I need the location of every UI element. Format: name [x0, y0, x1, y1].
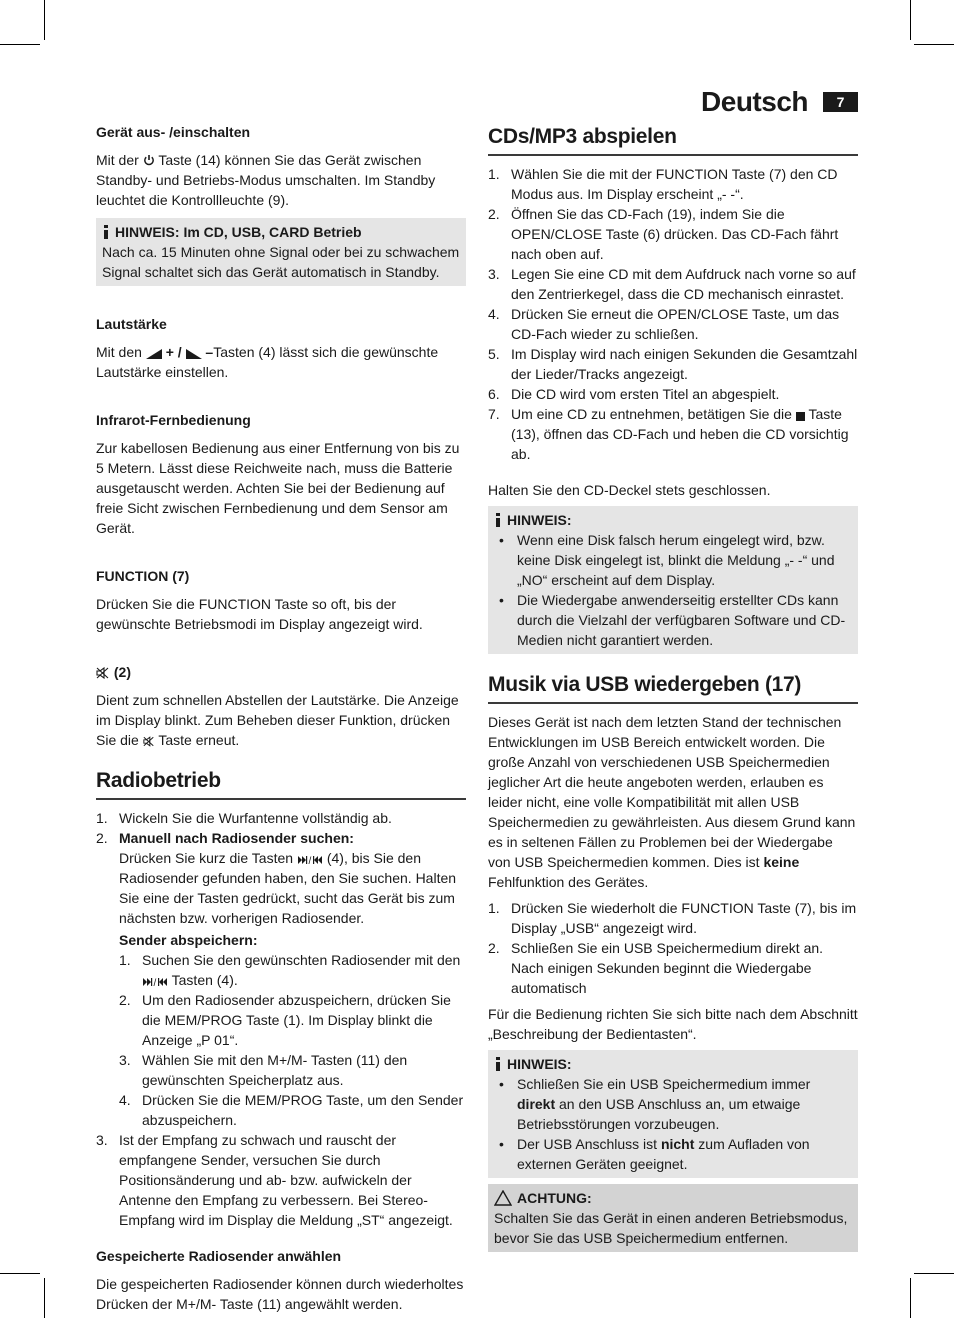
stop-icon	[796, 412, 805, 421]
mute-title: (2)	[96, 662, 466, 682]
list-item: 1. Wickeln Sie die Wurfantenne vollständig ab.	[96, 810, 392, 826]
svg-text:/: /	[308, 856, 312, 865]
radio-steps	[96, 808, 466, 1230]
cd-closing-text: Halten Sie den CD-Deckel stets geschlossen.	[488, 482, 771, 498]
mute-text: Dient zum schnellen Abstellen der Lautstärke. Die Anzeige im Display blinkt. Zum Beheben dieser Funktion, drücken Sie die Taste erneut.	[96, 692, 459, 748]
remote-title: Infrarot-Fernbedienung	[96, 412, 251, 428]
usb-note-title: HINWEIS:	[507, 1056, 572, 1072]
standby-note-box	[96, 218, 466, 286]
list-item: 2. Um den Radiosender abzuspeichern, drücken Sie die MEM/PROG Taste (1). Im Display blinkt die Anzeige „P 01“.	[119, 992, 451, 1048]
warning-title: ACHTUNG:	[517, 1190, 592, 1206]
mute-icon	[143, 736, 155, 747]
page-number: 7	[823, 92, 858, 112]
store-title: Sender abspeichern:	[119, 932, 258, 948]
crop-mark	[914, 1273, 954, 1274]
list-item: 1. Wählen Sie die mit der FUNCTION Taste (7) den CD Modus aus. Im Display erscheint „- -“.	[488, 166, 838, 202]
usb-intro: Dieses Gerät ist nach dem letzten Stand der technischen Entwicklungen im USB Bereich entwickelt worden. Die große Anzahl von verschiedenen USB Speichermedien jeglicher Art die heute angeboten werden, erlauben es leider nicht, eine volle Kompatibilität mit allen USB Speichermedien zu gewährleisten. Aus diesem Grund kann es in seltenen Fällen zu Problemen bei der Wiedergabe von USB Speichermedien kommen. Dies ist keine Fehlfunktion des Gerätes.	[488, 714, 856, 890]
info-icon	[494, 513, 502, 527]
list-item: 4. Drücken Sie erneut die OPEN/CLOSE Taste, um das CD-Fach wieder zu schließen.	[488, 306, 840, 342]
stored-stations-text: Die gespeicherten Radiosender können durch wiederholtes Drücken der M+/M- Taste (11) angewählt werden.	[96, 1276, 464, 1312]
page-language-title: Deutsch	[701, 86, 808, 117]
list-item: 2. Öffnen Sie das CD-Fach (19), indem Sie die OPEN/CLOSE Taste (6) drücken. Das CD-Fach fährt nach oben auf.	[488, 206, 839, 262]
skip-buttons-icon	[142, 977, 168, 987]
list-item: 7. Um eine CD zu entnehmen, betätigen Sie die Taste (13), öffnen das CD-Fach und heben die CD vorsichtig ab.	[488, 406, 849, 462]
cd-note-box	[488, 506, 858, 654]
list-item: • Schließen Sie ein USB Speichermedium immer direkt an den USB Anschluss an, um etwaige Betriebsstörungen vorzubeugen.	[494, 1074, 852, 1134]
info-icon	[494, 1057, 502, 1071]
crop-mark	[0, 44, 40, 45]
list-item: 2. Manuell nach Radiosender suchen: Drücken Sie kurz die Tasten / (4), bis Sie den Radiosender gefunden haben, den Sie suchen. Halten Sie eine der Tasten gedrückt, sucht das Gerät bis zum nächsten bzw. vorherigen Radiosender. Sender abspeichern: 1. Suchen Sie den gewünschten Radiosender mit den / Tasten (4). 2. Um den Radiosender abzuspeichern, drücken Sie die MEM/PROG Taste (1). Im Display blinkt die Anzeige „P 01“. 3. Wählen Sie mit den M+/M- Tasten (11) den gewünschten Speicherplatz aus. 4. Drücken Sie die MEM/PROG Taste, um den Sender abzuspeichern.	[96, 828, 466, 1130]
list-item: • Die Wiedergabe anwenderseitig erstellter CDs kann durch die Vielzahl der verfügbaren Software und CD-Medien nicht garantiert werden.	[494, 590, 852, 650]
cd-note-title: HINWEIS:	[507, 512, 572, 528]
function-title: FUNCTION (7)	[96, 568, 190, 584]
list-item: 1. Suchen Sie den gewünschten Radiosender mit den / Tasten (4).	[119, 952, 461, 988]
warning-icon	[494, 1190, 512, 1206]
skip-buttons-icon	[297, 855, 323, 865]
svg-text:/: /	[153, 978, 157, 987]
list-item: 4. Drücken Sie die MEM/PROG Taste, um den Sender abzuspeichern.	[119, 1092, 464, 1128]
list-item: 3. Legen Sie eine CD mit dem Aufdruck nach vorne so auf den Zentrierkegel, dass die CD mechanisch einrastet.	[488, 266, 856, 302]
crop-mark	[44, 0, 45, 40]
usb-note-box	[488, 1050, 858, 1178]
right-column	[488, 122, 858, 1252]
crop-mark	[910, 1278, 911, 1318]
list-item: 5. Im Display wird nach einigen Sekunden die Gesamtzahl der Lieder/Tracks angezeigt.	[488, 346, 858, 382]
power-title: Gerät aus- /einschalten	[96, 124, 251, 140]
mute-icon	[96, 667, 110, 679]
radio-heading: Radiobetrieb	[96, 766, 466, 800]
remote-text: Zur kabellosen Bedienung aus einer Entfernung von bis zu 5 Metern. Lässt diese Reichweite nach, muss die Batterie ausgetauscht werden. Achten Sie bei der Bedienung auf freie Sicht zwischen Fernbedienung und dem Sensor am Gerät.	[96, 440, 460, 536]
manual-search-title: Manuell nach Radiosender suchen:	[119, 830, 354, 846]
volume-down-icon	[186, 349, 202, 359]
info-icon	[102, 225, 110, 239]
warning-text: Schalten Sie das Gerät in einen anderen Betriebsmodus, bevor Sie das USB Speichermedium entfernen.	[494, 1210, 848, 1246]
list-item: • Der USB Anschluss ist nicht zum Aufladen von externen Geräten geeignet.	[494, 1134, 852, 1174]
function-text: Drücken Sie die FUNCTION Taste so oft, bis der gewünschte Betriebsmodi im Display angezeigt wird.	[96, 596, 423, 632]
usb-steps	[488, 898, 858, 998]
store-steps	[119, 950, 466, 1130]
list-item: 3. Wählen Sie mit den M+/M- Tasten (11) den gewünschten Speicherplatz aus.	[119, 1052, 408, 1088]
usb-heading: Musik via USB wiedergeben (17)	[488, 670, 858, 704]
power-text: Mit der Taste (14) können Sie das Gerät zwischen Standby- und Betriebs-Modus umschalten. Im Standby leuchtet die Kontrollleuchte (9).	[96, 152, 436, 208]
list-item: 3. Ist der Empfang zu schwach und rauscht der empfangene Sender, versuchen Sie durch Positionsänderung und ab- bzw. aufwickeln der Antenne den Empfang zu verbessern. Bei Stereo-Empfang wird im Display die Meldung „ST“ angezeigt.	[96, 1132, 453, 1228]
crop-mark	[0, 1273, 40, 1274]
warning-box	[488, 1184, 858, 1252]
cd-heading: CDs/MP3 abspielen	[488, 122, 858, 156]
volume-text: Mit den + / –Tasten (4) lässt sich die gewünschte Lautstärke einstellen.	[96, 344, 439, 380]
standby-note-text: Nach ca. 15 Minuten ohne Signal oder bei zu schwachem Signal schaltet sich das Gerät automatisch in Standby.	[102, 244, 460, 280]
stored-stations-title: Gespeicherte Radiosender anwählen	[96, 1248, 342, 1264]
list-item: • Wenn eine Disk falsch herum eingelegt wird, bzw. keine Disk eingelegt ist, blinkt die Meldung „- -“ und „NO“ erscheint auf dem Display.	[494, 530, 852, 590]
volume-up-icon	[146, 349, 162, 359]
standby-note-title: HINWEIS: Im CD, USB, CARD Betrieb	[115, 224, 362, 240]
crop-mark	[914, 44, 954, 45]
list-item: 6. Die CD wird vom ersten Titel an abgespielt.	[488, 386, 780, 402]
volume-title: Lautstärke	[96, 316, 167, 332]
crop-mark	[44, 1278, 45, 1318]
usb-closing-text: Für die Bedienung richten Sie sich bitte nach dem Abschnitt „Beschreibung der Bedientasten“.	[488, 1006, 858, 1042]
crop-mark	[910, 0, 911, 40]
cd-steps	[488, 164, 858, 464]
list-item: 1. Drücken Sie wiederholt die FUNCTION Taste (7), bis im Display „USB“ angezeigt wird.	[488, 900, 857, 936]
power-icon	[143, 154, 155, 167]
left-column	[96, 122, 466, 1314]
list-item: 2. Schließen Sie ein USB Speichermedium direkt an. Nach einigen Sekunden beginnt die Wiedergabe automatisch	[488, 940, 824, 996]
